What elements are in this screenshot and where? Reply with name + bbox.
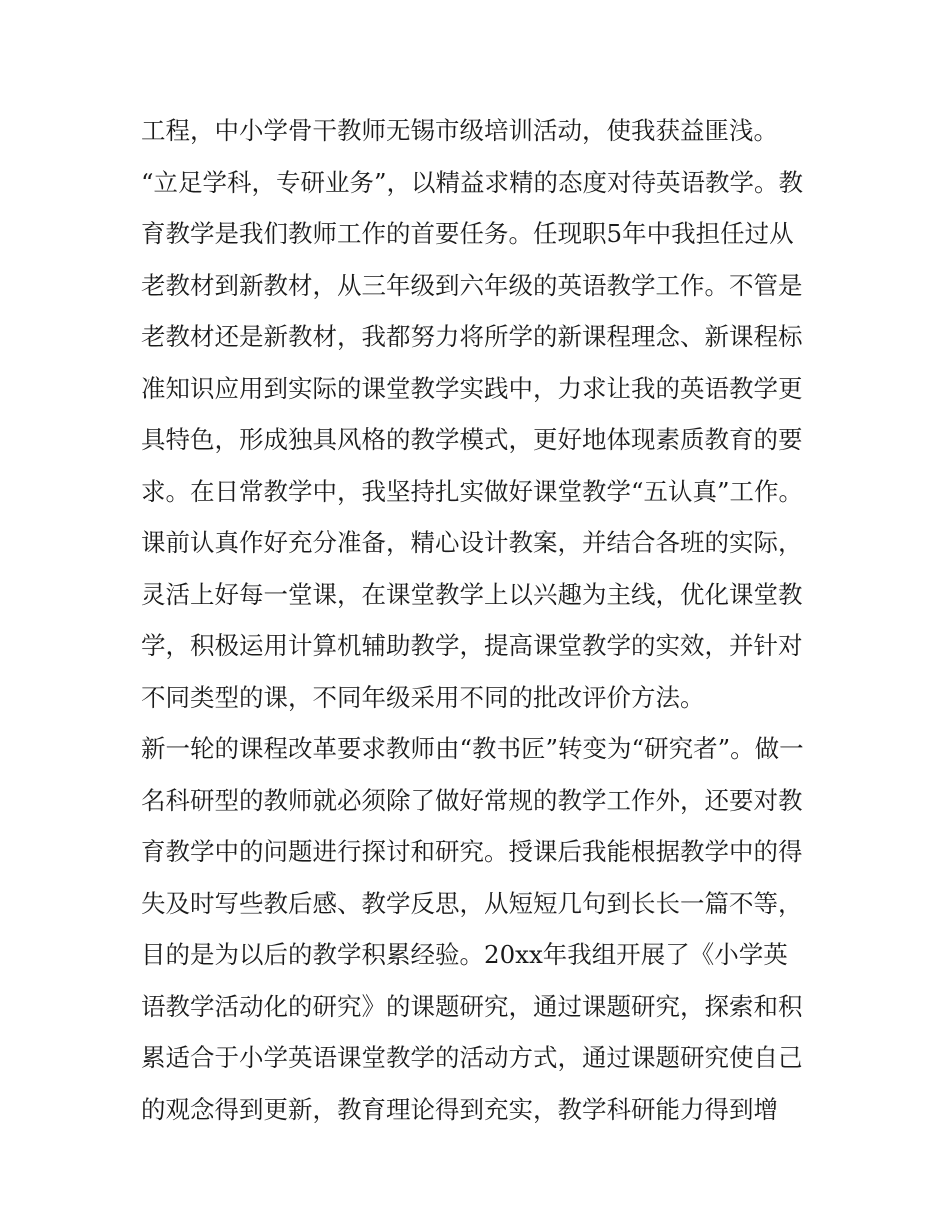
text-line: 准知识应用到实际的课堂教学实践中，力求让我的英语教学更 [141, 373, 803, 403]
text-line: 育教学是我们教师工作的首要任务。任现职5年中我担任过从 [141, 219, 794, 248]
text-line: 新一轮的课程改革要求教师由“教书匠”转变为“研究者”。做一 [141, 734, 804, 763]
text-line: 具特色，形成独具风格的教学模式，更好地体现素质教育的要 [141, 425, 803, 454]
text-line: “立足学科，专研业务”，以精益求精的态度对待英语教学。教 [141, 167, 804, 197]
text-line: 的观念得到更新，教育理论得到充实，教学科研能力得到增 [141, 1094, 778, 1124]
text-line: 灵活上好每一堂课，在课堂教学上以兴趣为主线，优化课堂教 [141, 579, 803, 609]
text-line: 失及时写些教后感、教学反思，从短短几句到长长一篇不等， [141, 888, 803, 918]
text-line: 求。在日常教学中，我坚持扎实做好课堂教学“五认真”工作。 [141, 476, 804, 506]
text-line: 老教材还是新教材，我都努力将所学的新课程理念、新课程标 [141, 322, 803, 351]
text-line: 名科研型的教师就必须除了做好常规的教学工作外，还要对教 [141, 785, 803, 815]
document-body [141, 105, 821, 1135]
text-line: 语教学活动化的研究》的课题研究，通过课题研究，探索和积 [141, 991, 803, 1021]
text-line: 工程，中小学骨干教师无锡市级培训活动，使我获益匪浅。 [141, 116, 778, 145]
text-line: 老教材到新教材，从三年级到六年级的英语教学工作。不管是 [141, 270, 803, 300]
text-line: 学，积极运用计算机辅助教学，提高课堂教学的实效，并针对 [141, 631, 803, 660]
text-line: 目的是为以后的教学积累经验。20xx年我组开展了《小学英 [141, 940, 788, 969]
text-line: 育教学中的问题进行探讨和研究。授课后我能根据教学中的得 [141, 837, 803, 866]
text-line: 课前认真作好充分准备，精心设计教案，并结合各班的实际， [141, 528, 803, 557]
text-line: 不同类型的课，不同年级采用不同的批改评价方法。 [141, 682, 705, 712]
text-line: 累适合于小学英语课堂教学的活动方式，通过课题研究使自己 [141, 1043, 803, 1072]
